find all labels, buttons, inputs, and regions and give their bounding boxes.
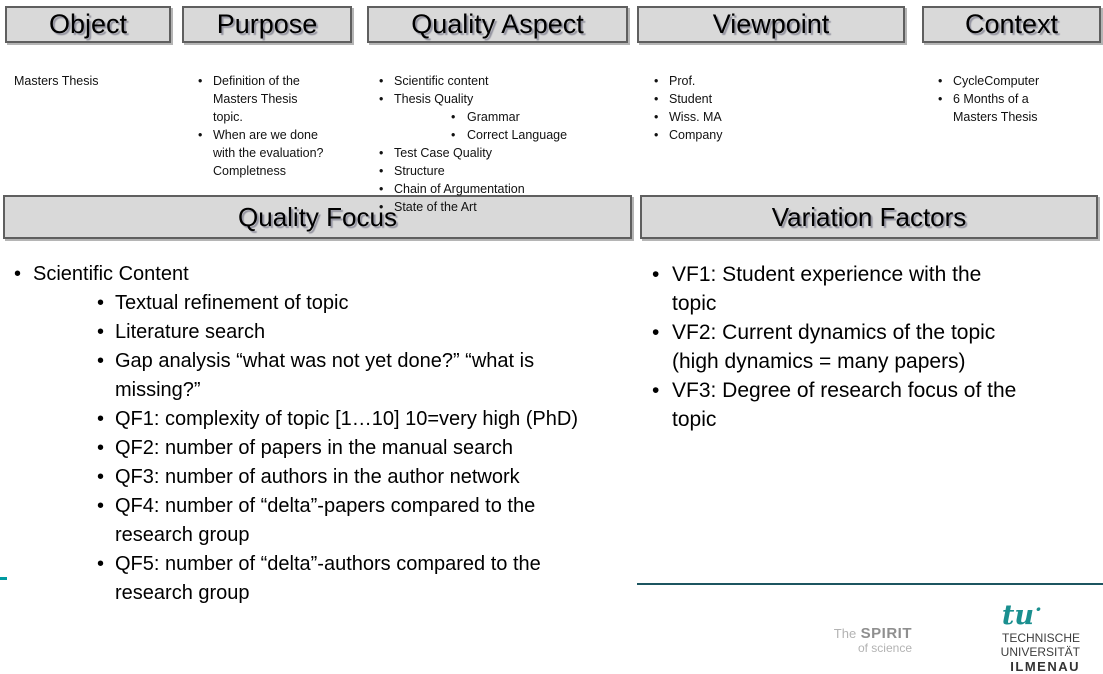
quality-focus-list	[11, 260, 578, 608]
teal-accent-dash	[0, 577, 7, 580]
list-item: • Student	[652, 90, 812, 108]
tu-logo-icon: tu ·	[928, 596, 1080, 629]
list-item: • Company	[652, 126, 812, 144]
thesis-quality-sublist	[449, 108, 617, 144]
list-item: • Definition of the Masters Thesis topic.	[196, 72, 324, 126]
spirit-logo-subtitle: of science	[857, 641, 912, 655]
viewpoint-list	[652, 72, 812, 144]
list-item: • State of the Art	[377, 198, 617, 216]
list-item: • Grammar	[449, 108, 617, 126]
header-box-quality-focus: Quality Focus	[3, 195, 632, 239]
list-item: • Literature search	[95, 318, 585, 347]
list-item	[377, 90, 617, 144]
header-box-quality-aspect: Quality Aspect	[367, 6, 628, 43]
header-box-object: Object	[5, 6, 171, 43]
list-item: • Chain of Argumentation	[377, 180, 617, 198]
list-item: • Gap analysis “what was not yet done?” “what is missing?”	[95, 347, 585, 405]
list-item: • Wiss. MA	[652, 108, 812, 126]
variation-factors-list	[648, 260, 1020, 434]
list-item: • When are we done with the evaluation? Completness	[196, 126, 324, 180]
list-item: • Structure	[377, 162, 617, 180]
list-item: • Prof.	[652, 72, 812, 90]
object-column	[14, 72, 164, 90]
context-list	[936, 72, 1061, 126]
spirit-logo-word: SPIRIT	[860, 625, 912, 642]
header-box-variation-factors: Variation Factors	[640, 195, 1098, 239]
header-box-viewpoint: Viewpoint	[637, 6, 905, 43]
list-item: • Textual refinement of topic	[95, 289, 585, 318]
list-item-label: Thesis Quality	[394, 92, 474, 106]
university-name: TECHNISCHE UNIVERSITÄT	[1000, 631, 1080, 659]
list-item: • VF1: Student experience with the topic	[648, 260, 1020, 318]
list-item: • Scientific content	[377, 72, 617, 90]
list-item: • VF2: Current dynamics of the topic (high dynamics = many papers)	[648, 318, 1020, 376]
spirit-of-science-logo	[790, 626, 912, 656]
list-item: • Test Case Quality	[377, 144, 617, 162]
list-item: • QF1: complexity of topic [1…10] 10=very high (PhD)	[95, 405, 585, 434]
university-city: ILMENAU	[1010, 659, 1080, 674]
list-item: • Correct Language	[449, 126, 617, 144]
list-item: • QF4: number of “delta”-papers compared to the research group	[95, 492, 585, 550]
header-box-purpose: Purpose	[182, 6, 352, 43]
tu-ilmenau-logo	[928, 596, 1080, 674]
list-item: • QF2: number of papers in the manual search	[95, 434, 585, 463]
quality-aspect-list	[377, 72, 617, 216]
quality-focus-sublist	[95, 289, 585, 608]
list-item: • QF3: number of authors in the author network	[95, 463, 585, 492]
list-item: • QF5: number of “delta”-authors compared to the research group	[95, 550, 585, 608]
header-box-context: Context	[922, 6, 1101, 43]
list-item	[11, 260, 578, 608]
spirit-logo-top-line	[790, 626, 912, 641]
object-value: Masters Thesis	[14, 74, 99, 88]
spirit-logo-the: The	[833, 626, 857, 641]
footer-divider-line	[637, 583, 1103, 585]
list-item: • 6 Months of a Masters Thesis	[936, 90, 1061, 126]
list-item: • CycleComputer	[936, 72, 1061, 90]
purpose-list	[196, 72, 324, 180]
list-item: • VF3: Degree of research focus of the topic	[648, 376, 1020, 434]
list-item-label: Scientific Content	[33, 263, 189, 285]
